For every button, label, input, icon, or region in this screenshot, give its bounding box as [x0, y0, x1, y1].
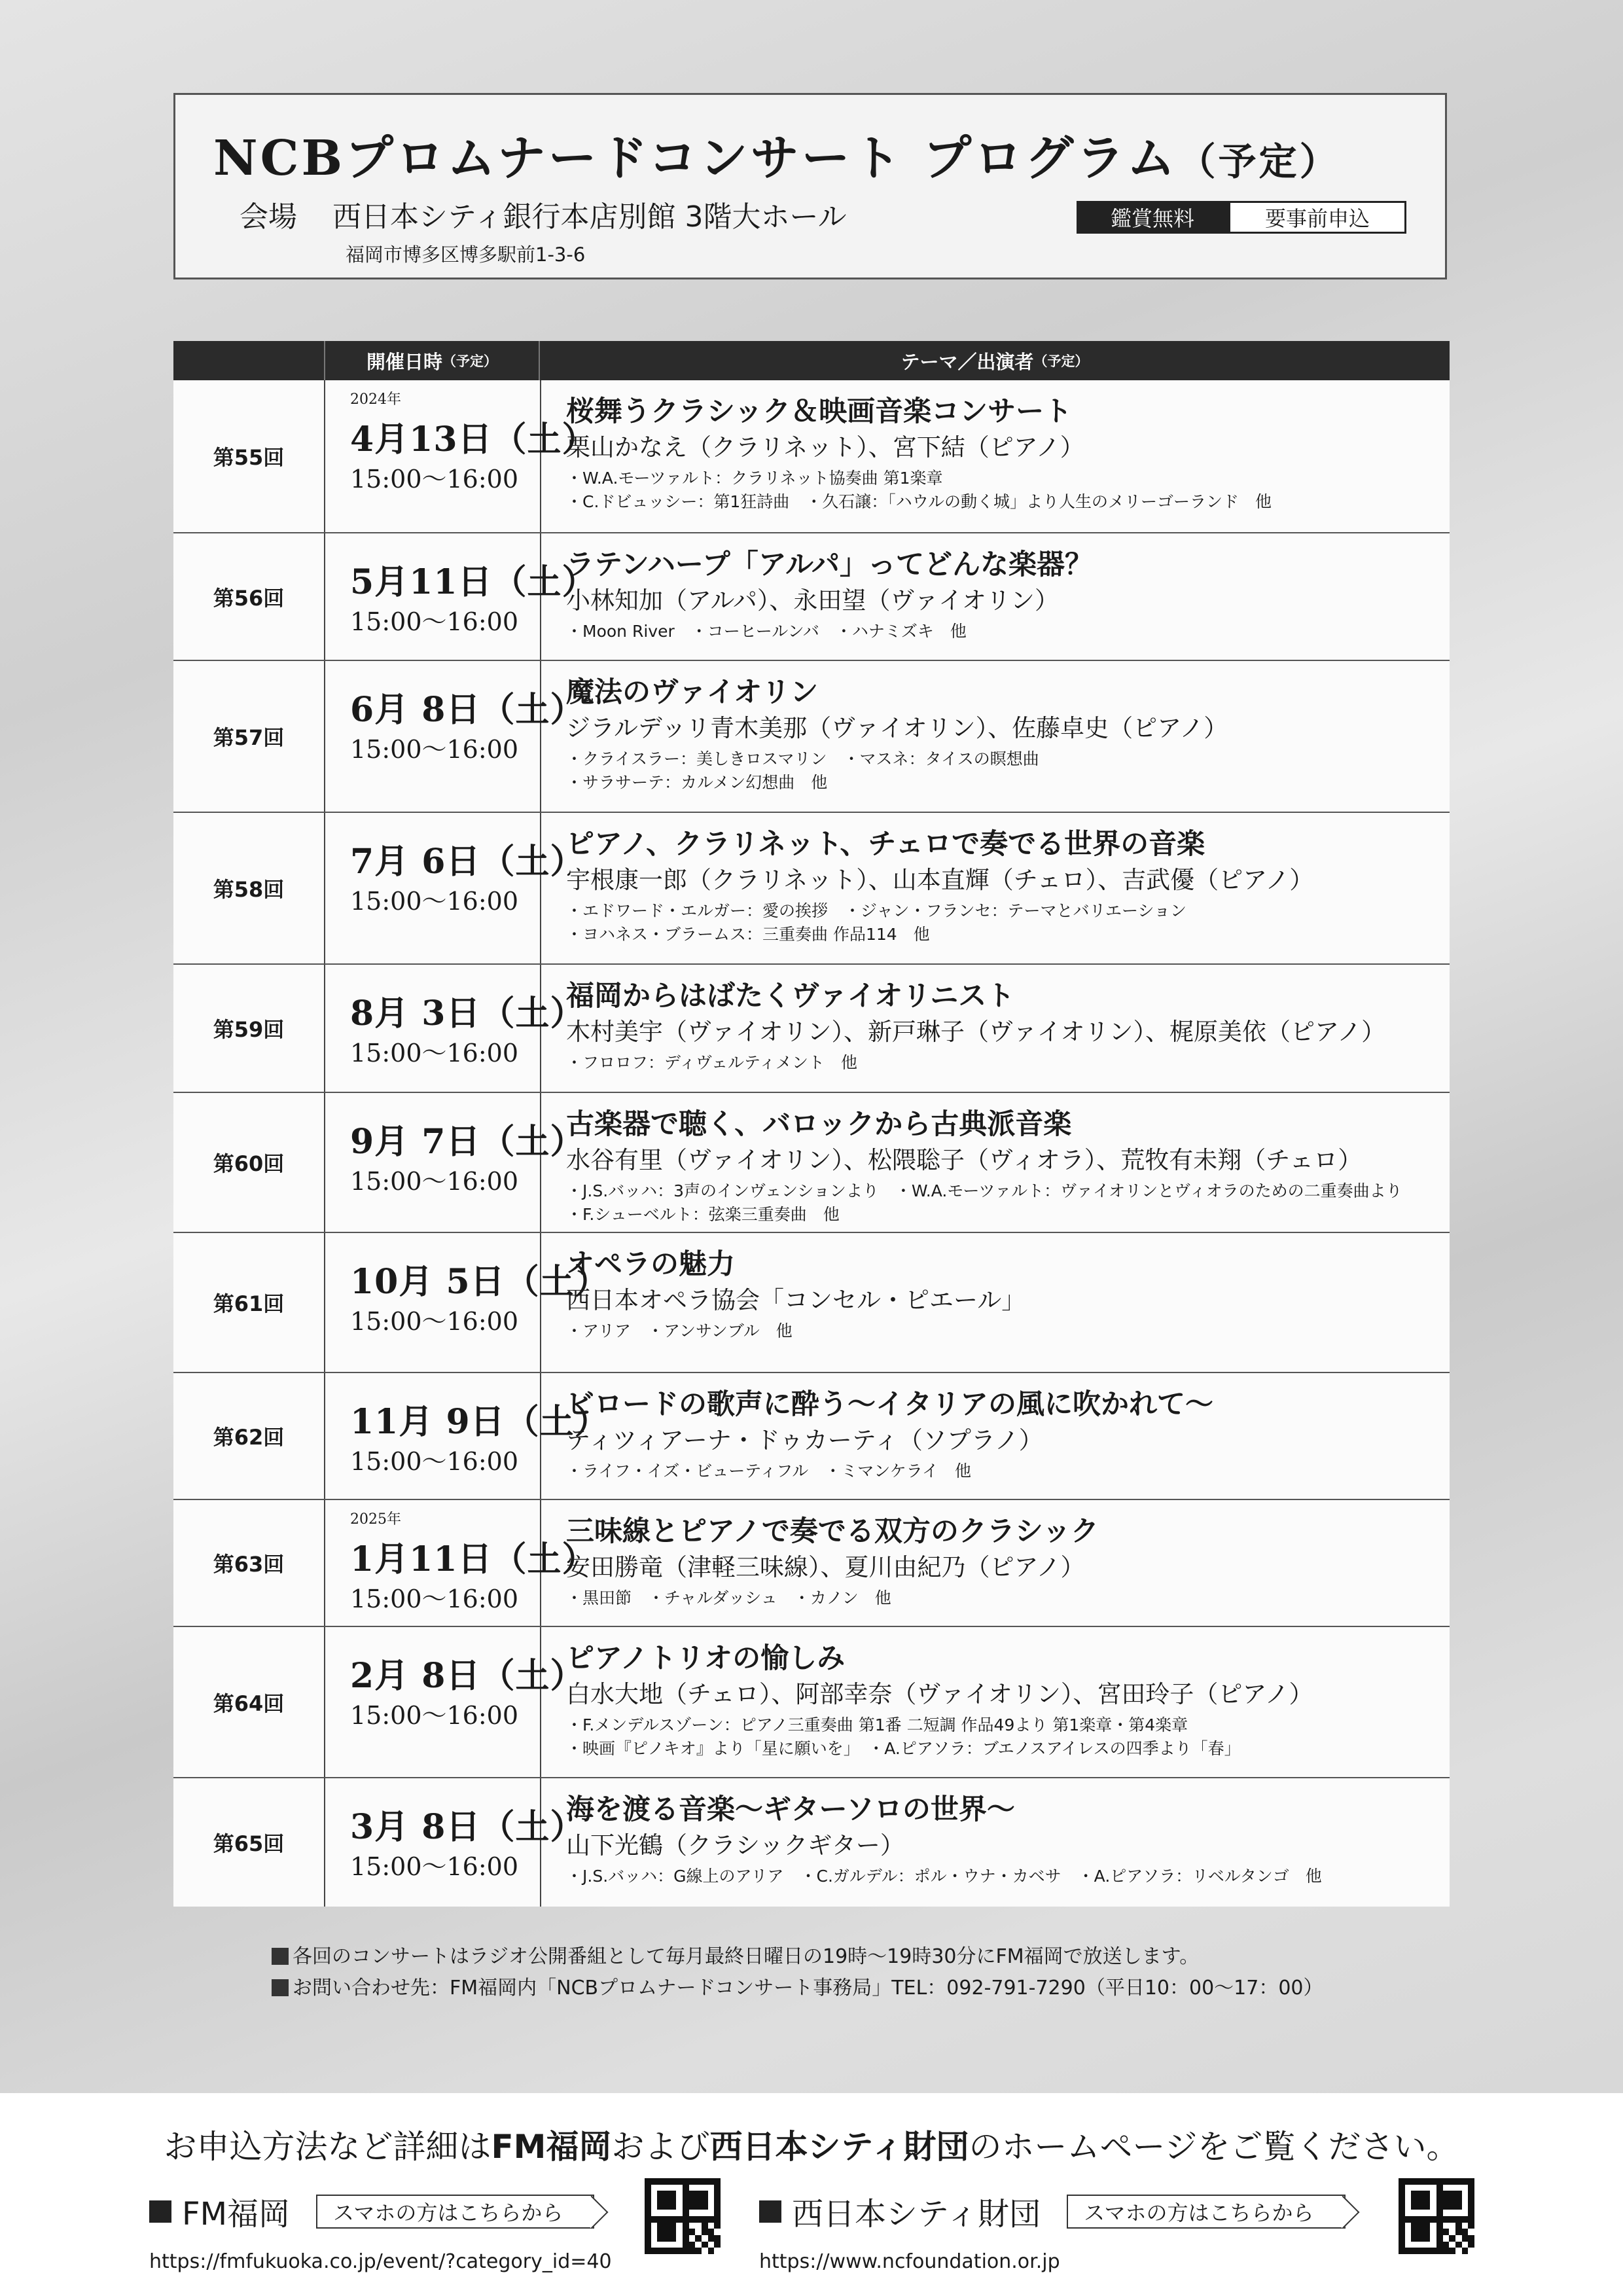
- venue-address: 福岡市博多区博多駅前1-3-6: [346, 243, 586, 266]
- session-month-day: 7月 6日（土）: [350, 842, 585, 882]
- session-number: 第63回: [213, 1552, 285, 1577]
- session-date: [350, 1778, 585, 1907]
- footnote-text: 各回のコンサートはラジオ公開番組として毎月最終日曜日の19時〜19時30分にFM福岡で放送します。: [293, 1945, 1200, 1968]
- session-month-day: 2月 8日（土）: [350, 1656, 585, 1696]
- session-program-line: ・エドワード・エルガー：愛の挨拶 ・ジャン・フランセ：テーマとバリエーション: [566, 901, 1187, 920]
- session-date: [350, 1500, 597, 1626]
- session-details: [566, 1093, 1436, 1232]
- session-month-day: 11月 9日（土）: [350, 1402, 609, 1442]
- session-details: [566, 661, 1436, 812]
- session-time: 15:00〜16:00: [350, 1447, 519, 1476]
- table-row: [173, 380, 1450, 533]
- session-time: 15:00〜16:00: [350, 735, 519, 764]
- column-header-theme: [540, 341, 1450, 380]
- program-header: [173, 93, 1447, 279]
- session-performers: 西日本オペラ協会「コンセル・ピエール」: [566, 1286, 1026, 1314]
- table-body: [173, 380, 1450, 1907]
- session-month-day: 3月 8日（土）: [350, 1807, 585, 1847]
- session-details: [566, 1500, 1436, 1626]
- column-header-date-label: 開催日時: [366, 350, 442, 373]
- session-theme: 桜舞うクラシック＆映画音楽コンサート: [566, 395, 1073, 428]
- footer-call-to-action: [0, 2121, 1623, 2168]
- admission-tags: [1077, 201, 1406, 234]
- square-bullet-icon: [272, 1948, 289, 1965]
- session-date: [350, 533, 597, 660]
- session-program-line: ・サラサーテ：カルメン幻想曲 他: [566, 773, 828, 792]
- session-number: 第59回: [213, 1017, 285, 1042]
- column-header-theme-label: テーマ／出演者: [901, 350, 1034, 373]
- footnotes: [272, 1941, 1323, 2004]
- session-date: [350, 965, 585, 1092]
- table-row: [173, 1627, 1450, 1778]
- session-time: 15:00〜16:00: [350, 607, 519, 636]
- session-program-line: ・ヨハネス・ブラームス：三重奏曲 作品114 他: [566, 925, 930, 944]
- session-details: [566, 813, 1436, 963]
- cta-text: のホームページをご覧ください。: [969, 2128, 1459, 2166]
- session-program-line: ・F.メンデルスゾーン：ピアノ三重奏曲 第1番 二短調 作品49より 第1楽章・第4楽章: [566, 1715, 1188, 1734]
- session-theme: 海を渡る音楽〜ギターソロの世界〜: [566, 1793, 1015, 1826]
- session-theme: 福岡からはばたくヴァイオリニスト: [566, 980, 1015, 1013]
- session-month-day: 4月13日（土）: [350, 420, 597, 459]
- session-date: [350, 1233, 609, 1372]
- cta-text: お申込方法など詳細は: [164, 2128, 491, 2166]
- table-row: [173, 1500, 1450, 1627]
- session-performers: 宇根康一郎（クラリネット）、山本直輝（チェロ）、吉武優（ピアノ）: [566, 866, 1314, 894]
- session-date: [350, 1627, 585, 1777]
- table-row: [173, 533, 1450, 661]
- title-suffix: （予定）: [1177, 139, 1340, 184]
- session-month-day: 1月11日（土）: [350, 1539, 597, 1579]
- session-number: 第57回: [213, 725, 285, 750]
- session-program-line: ・アリア ・アンサンブル 他: [566, 1321, 793, 1340]
- free-admission-badge: 鑑賞無料: [1077, 201, 1228, 234]
- session-number: 第60回: [213, 1151, 285, 1176]
- org-name: 西日本シティ財団: [792, 2196, 1041, 2233]
- session-performers: 山下光鶴（クラシックギター）: [566, 1831, 904, 1859]
- session-year: 2025年: [350, 1511, 401, 1528]
- session-month-day: 9月 7日（土）: [350, 1122, 585, 1162]
- title-main: NCBプロムナードコンサート プログラム: [213, 130, 1178, 187]
- session-month-day: 10月 5日（土）: [350, 1262, 609, 1302]
- session-theme: ラテンハープ「アルパ」ってどんな楽器？: [566, 548, 1093, 581]
- square-bullet-icon: [149, 2200, 171, 2223]
- session-program-line: ・映画『ピノキオ』より「星に願いを」 ・A.ピアソラ：ブエノスアイレスの四季より「春」: [566, 1739, 1241, 1758]
- session-time: 15:00〜16:00: [350, 1852, 519, 1881]
- session-date: [350, 1373, 609, 1499]
- session-details: [566, 380, 1436, 532]
- table-header: [173, 341, 1450, 380]
- session-time: 15:00〜16:00: [350, 1039, 519, 1067]
- session-performers: 白水大地（チェロ）、阿部幸奈（ヴァイオリン）、宮田玲子（ピアノ）: [566, 1680, 1313, 1708]
- table-row: [173, 813, 1450, 965]
- session-time: 15:00〜16:00: [350, 465, 519, 493]
- session-number: 第55回: [213, 445, 285, 470]
- session-program-line: ・ライフ・イズ・ビューティフル ・ミマンケライ 他: [566, 1462, 972, 1480]
- session-theme: ピアノ、クラリネット、チェロで奏でる世界の音楽: [566, 828, 1205, 861]
- table-row: [173, 1093, 1450, 1233]
- session-performers: 木村美宇（ヴァイオリン）、新戸琳子（ヴァイオリン）、梶原美依（ピアノ）: [566, 1018, 1386, 1046]
- session-date: [350, 661, 585, 812]
- session-date: [350, 813, 585, 963]
- footnote: [272, 1941, 1323, 1973]
- org-ncfoundation: [759, 2189, 1346, 2234]
- session-details: [566, 1373, 1436, 1499]
- column-header-date: [324, 341, 540, 380]
- session-date: [350, 380, 597, 532]
- session-number: 第65回: [213, 1831, 285, 1856]
- footer-band: [0, 2093, 1623, 2296]
- session-performers: 安田勝竜（津軽三味線）、夏川由紀乃（ピアノ）: [566, 1553, 1085, 1581]
- session-program-line: ・J.S.バッハ：G線上のアリア ・C.ガルデル：ポル・ウナ・カベサ ・A.ピアソラ：リベルタンゴ 他: [566, 1867, 1322, 1886]
- session-details: [566, 1778, 1436, 1907]
- session-program-line: ・W.A.モーツァルト：クラリネット協奏曲 第1楽章: [566, 469, 943, 488]
- session-time: 15:00〜16:00: [350, 1167, 519, 1196]
- session-details: [566, 1627, 1436, 1777]
- session-theme: 魔法のヴァイオリン: [566, 676, 819, 709]
- session-program-line: ・C.ドビュッシー：第1狂詩曲 ・久石譲：「ハウルの動く城」より人生のメリーゴーランド 他: [566, 492, 1272, 511]
- session-time: 15:00〜16:00: [350, 1585, 519, 1613]
- session-number: 第64回: [213, 1691, 285, 1716]
- org-fm-fukuoka: [149, 2189, 594, 2234]
- venue: [240, 193, 847, 235]
- session-program-line: ・クライスラー：美しきロスマリン ・マスネ：タイスの瞑想曲: [566, 749, 1039, 768]
- session-program-line: ・フロロフ：ディヴェルティメント 他: [566, 1053, 858, 1072]
- column-header-date-note: （予定）: [442, 353, 497, 369]
- session-theme: 三味線とピアノで奏でる双方のクラシック: [566, 1515, 1099, 1548]
- table-row: [173, 1233, 1450, 1373]
- smartphone-link-button[interactable]: スマホの方はこちらから: [1067, 2195, 1345, 2229]
- table-row: [173, 1373, 1450, 1500]
- session-month-day: 6月 8日（土）: [350, 690, 585, 730]
- square-bullet-icon: [272, 1979, 289, 1996]
- session-details: [566, 1233, 1436, 1372]
- org-name: FM福岡: [182, 2196, 291, 2233]
- session-theme: 古楽器で聴く、バロックから古典派音楽: [566, 1108, 1072, 1141]
- session-program-line: ・F.シューベルト：弦楽三重奏曲 他: [566, 1205, 840, 1224]
- session-performers: ティツィアーナ・ドゥカーティ（ソプラノ）: [566, 1426, 1043, 1454]
- fm-fukuoka-url[interactable]: https://fmfukuoka.co.jp/event/?category_id=40: [149, 2250, 612, 2273]
- reservation-required-badge: 要事前申込: [1228, 201, 1406, 234]
- column-header-theme-note: （予定）: [1033, 353, 1089, 369]
- session-details: [566, 965, 1436, 1092]
- session-performers: 小林知加（アルパ）、永田望（ヴァイオリン）: [566, 586, 1059, 615]
- footnote: [272, 1973, 1323, 2004]
- session-program-line: ・Moon River ・コーヒールンバ ・ハナミズキ 他: [566, 622, 967, 641]
- page-title: [213, 120, 1340, 189]
- footnote-text: お問い合わせ先：FM福岡内「NCBプロムナードコンサート事務局」TEL：092-791-7290（平日10：00〜17：00）: [293, 1977, 1323, 2000]
- session-month-day: 5月11日（土）: [350, 562, 597, 602]
- ncfoundation-url[interactable]: https://www.ncfoundation.or.jp: [759, 2250, 1060, 2273]
- session-performers: 栗山かなえ（クラリネット）、宮下結（ピアノ）: [566, 433, 1084, 461]
- table-row: [173, 661, 1450, 813]
- session-time: 15:00〜16:00: [350, 1701, 519, 1730]
- smartphone-link-button[interactable]: スマホの方はこちらから: [316, 2195, 594, 2229]
- session-number: 第56回: [213, 585, 285, 611]
- qr-code-icon[interactable]: [645, 2178, 721, 2254]
- square-bullet-icon: [759, 2200, 781, 2223]
- cta-text-foundation: 西日本シティ財団: [709, 2128, 969, 2166]
- program-table: [173, 341, 1450, 1907]
- session-time: 15:00〜16:00: [350, 1307, 519, 1336]
- session-program-line: ・黒田節 ・チャルダッシュ ・カノン 他: [566, 1588, 891, 1607]
- session-number: 第61回: [213, 1291, 285, 1316]
- qr-code-icon[interactable]: [1399, 2178, 1474, 2254]
- venue-label: 会場: [240, 200, 297, 234]
- session-time: 15:00〜16:00: [350, 887, 519, 916]
- session-year: 2024年: [350, 391, 401, 408]
- venue-name: 西日本シティ銀行本店別館 3階大ホール: [332, 200, 847, 234]
- session-theme: ピアノトリオの愉しみ: [566, 1642, 846, 1675]
- session-theme: オペラの魅力: [566, 1248, 735, 1281]
- session-program-line: ・J.S.バッハ：3声のインヴェンションより ・W.A.モーツァルト：ヴァイオリンとヴィオラのための二重奏曲より: [566, 1181, 1402, 1200]
- table-row: [173, 965, 1450, 1093]
- session-month-day: 8月 3日（土）: [350, 994, 585, 1033]
- table-row: [173, 1778, 1450, 1907]
- session-performers: ジラルデッリ青木美那（ヴァイオリン）、佐藤卓史（ピアノ）: [566, 714, 1228, 742]
- session-number: 第62回: [213, 1425, 285, 1450]
- session-performers: 水谷有里（ヴァイオリン）、松隈聡子（ヴィオラ）、荒牧有未翔（チェロ）: [566, 1146, 1363, 1174]
- session-theme: ビロードの歌声に酔う〜イタリアの風に吹かれて〜: [566, 1388, 1213, 1421]
- session-details: [566, 533, 1436, 660]
- session-number: 第58回: [213, 877, 285, 902]
- session-date: [350, 1093, 585, 1232]
- cta-text-fm-fukuoka: FM福岡: [491, 2128, 612, 2166]
- cta-text: および: [611, 2128, 710, 2166]
